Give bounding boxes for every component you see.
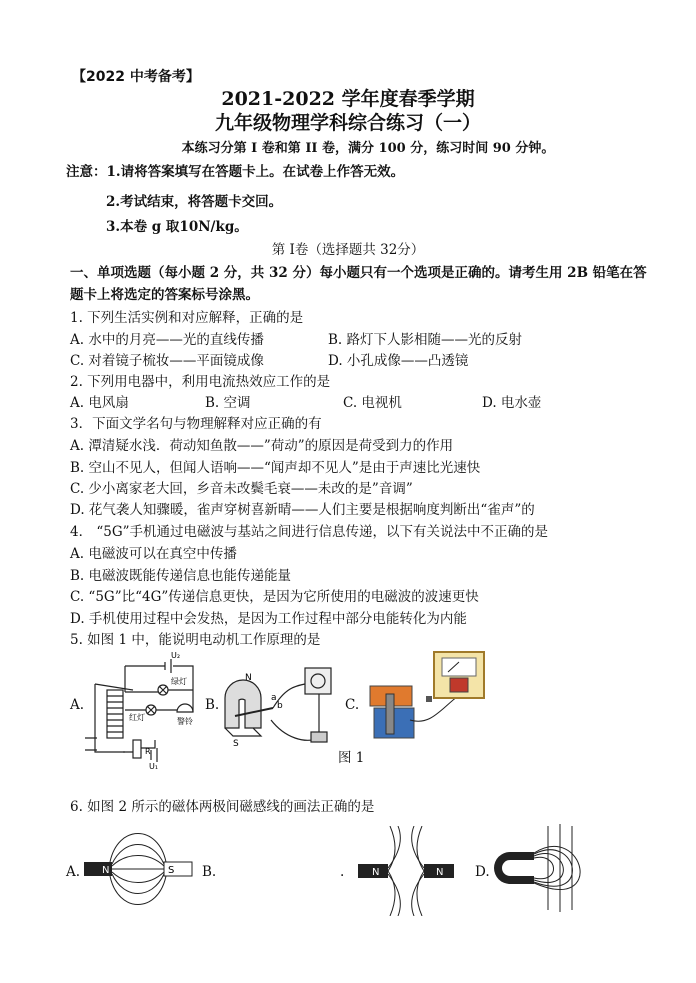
q3-option-c: C. 少小离家老大回，乡音未改鬓毛衰——未改的是”音调” bbox=[70, 481, 413, 497]
q1-option-c: C. 对着镜子梳妆——平面镜成像 bbox=[70, 353, 264, 369]
figure-1a-relay-circuit bbox=[85, 652, 205, 770]
q4-option-d: D. 手机使用过程中会发热，是因为工作过程中部分电能转化为内能 bbox=[70, 611, 467, 627]
q3-option-d: D. 花气袭人知骤暖，雀声穿树喜新晴——人们主要是根据响度判断出“雀声”的 bbox=[70, 502, 535, 518]
q6-option-b: B. bbox=[202, 864, 217, 880]
q6-stem: 6. 如图 2 所示的磁体两极间磁感线的画法正确的是 bbox=[70, 799, 375, 815]
figure-2c-n2-label: N bbox=[436, 867, 444, 878]
note-3: 3.本卷 g 取10N/kg。 bbox=[106, 219, 248, 235]
q2-option-d: D. 电水壶 bbox=[482, 395, 542, 411]
figure-1-caption: 图 1 bbox=[338, 750, 365, 766]
q4-stem: 4． “5G”手机通过电磁波与基站之间进行信息传递，以下有关说法中不正确的是 bbox=[70, 524, 549, 540]
figure-1b-b-label: b bbox=[277, 701, 283, 711]
exam-tag: 【2022 中考备考】 bbox=[72, 69, 200, 85]
q6-option-d: D. bbox=[475, 864, 490, 880]
q1-stem: 1. 下列生活实例和对应解释，正确的是 bbox=[70, 310, 304, 326]
q5-stem: 5. 如图 1 中，能说明电动机工作原理的是 bbox=[70, 632, 321, 648]
q2-option-c: C. 电视机 bbox=[343, 395, 402, 411]
exam-title-main: 九年级物理学科综合练习（一） bbox=[214, 112, 481, 134]
bell-label: 警铃 bbox=[177, 717, 193, 726]
section-instruction: 一、单项选题（每小题 2 分，共 32 分）每小题只有一个选项是正确的。请考生用 2B 铅笔在答题卡上将选定的答案标号涂黑。 bbox=[70, 265, 647, 303]
figure-1b-a-label: a bbox=[271, 693, 277, 703]
figure-2c-n-n-field bbox=[352, 826, 462, 916]
q4-option-a: A. 电磁波可以在真空中传播 bbox=[70, 546, 237, 562]
figure-2d-horseshoe-field bbox=[488, 822, 608, 914]
figure-2a-n-label: N bbox=[102, 865, 110, 876]
relay-u1-label: U₁ bbox=[149, 762, 159, 770]
q1-option-b: B. 路灯下人影相随——光的反射 bbox=[328, 332, 523, 348]
q6-option-a: A. bbox=[66, 864, 81, 880]
section-title: 第 I卷（选择题共 32分） bbox=[271, 242, 425, 258]
note-2: 2.考试结束，将答题卡交回。 bbox=[106, 194, 283, 210]
red-light-label: 红灯 bbox=[129, 713, 145, 722]
figure-1b-s-label: S bbox=[233, 739, 239, 749]
figure-1b-magnet-galvanometer bbox=[215, 658, 335, 754]
figure-1b-n-label: N bbox=[245, 673, 252, 683]
q1-option-a: A. 水中的月亮——光的直线传播 bbox=[70, 332, 264, 348]
exam-subtitle: 本练习分第 I 卷和第 II 卷，满分 100 分，练习时间 90 分钟。 bbox=[181, 141, 555, 156]
q3-option-b: B. 空山不见人，但闻人语响——“闻声却不见人”是由于声速比光速快 bbox=[70, 460, 481, 476]
figure-2a-n-s-field bbox=[82, 822, 194, 914]
q6-option-c: . bbox=[340, 864, 345, 880]
resistor-label: R bbox=[145, 747, 151, 756]
figure-2c-n1-label: N bbox=[372, 867, 380, 878]
relay-u2-label: U₂ bbox=[171, 652, 181, 660]
exam-title-year: 2021-2022 学年度春季学期 bbox=[221, 88, 475, 110]
figure-2a-s-label: S bbox=[168, 865, 175, 876]
q4-option-b: B. 电磁波既能传递信息也能传递能量 bbox=[70, 568, 292, 584]
q4-option-c: C. “5G”比“4G”传递信息更快，是因为它所使用的电磁波的波速更快 bbox=[70, 589, 479, 605]
figure-1c-ammeter-apparatus bbox=[360, 650, 500, 746]
q3-stem: 3．下面文学名句与物理解释对应正确的有 bbox=[70, 416, 322, 432]
q5-option-a: A. bbox=[70, 697, 85, 713]
q5-option-c: C. bbox=[345, 697, 360, 713]
note-1: 注意：1.请将答案填写在答题卡上。在试卷上作答无效。 bbox=[66, 164, 405, 180]
q5-option-b: B. bbox=[205, 697, 220, 713]
q2-option-b: B. 空调 bbox=[205, 395, 251, 411]
q2-option-a: A. 电风扇 bbox=[70, 395, 129, 411]
q3-option-a: A. 潭清疑水浅．荷动知鱼散——”荷动”的原因是荷受到力的作用 bbox=[70, 438, 454, 454]
q1-option-d: D. 小孔成像——凸透镜 bbox=[328, 353, 469, 369]
q2-stem: 2. 下列用电器中，利用电流热效应工作的是 bbox=[70, 374, 331, 390]
green-light-label: 绿灯 bbox=[171, 677, 187, 686]
